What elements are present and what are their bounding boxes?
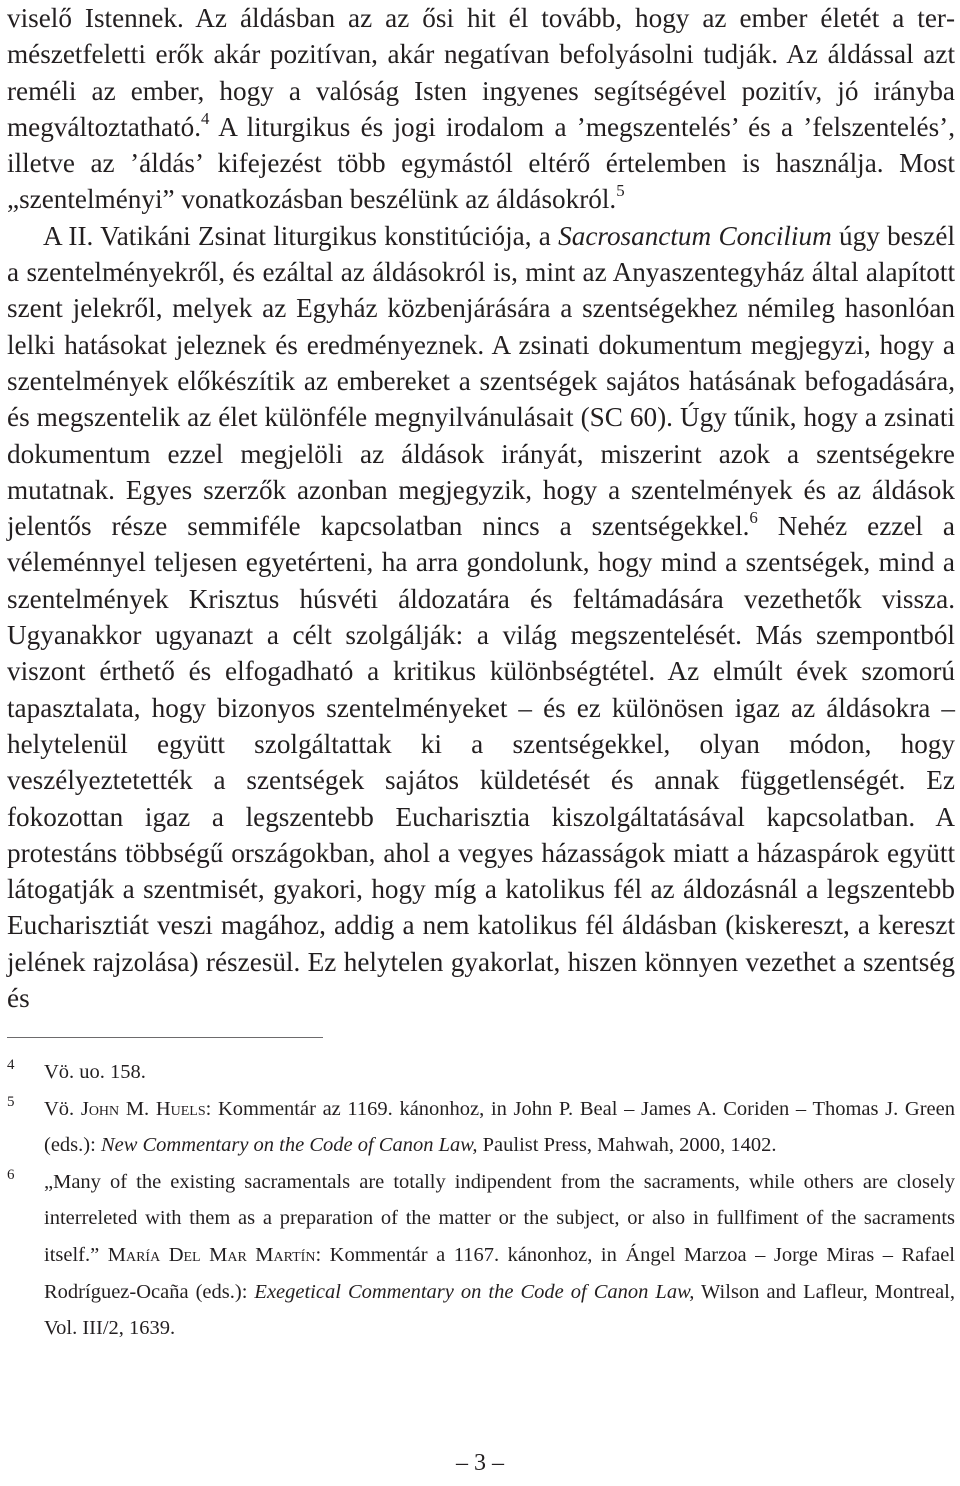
footnote-book-title: Exegetical Commentary on the Code of Canon Law, bbox=[254, 1280, 695, 1303]
paragraph-2-text-b: úgy beszél a szentelményekről, és ezáltal az áldásokról is, mint az Anyaszentegyház által alapított szent jelekről, melyek az Egyház közbenjárására a szentségekhez némileg hasonlóan lelki hatásokat jeleznek és eredményeznek. A zsinati dokumentum megjegyzi, hogy a szentelmények előkészítik az embereket a szentségek sajátos hatásának befogadására, és megszentelik az élet különféle megnyilvánulásait (SC 60). Úgy tűnik, hogy a zsinati dokumentum ezzel megjelöli az áldások irányát, miszerint azok a szentségekre mutatnak. Egyes szerzők azonban megjegyzik, hogy a szentelmények és az áldások jelentős része semmiféle kapcsolatban nincs a szentségekkel. bbox=[7, 220, 955, 542]
footnote-number: 5 bbox=[7, 1093, 15, 1110]
footnote-ref-5[interactable]: 5 bbox=[616, 181, 625, 201]
footnote-book-title: New Commentary on the Code of Canon Law, bbox=[100, 1134, 478, 1157]
body-text bbox=[7, 0, 955, 1016]
footnote-text-pre: Vö. bbox=[44, 1097, 81, 1120]
footnote-text-mid: : Kommentár az 1169. kánonhoz, in John P. Beal – James A. Coriden – Thomas J. Green (eds.): bbox=[44, 1097, 955, 1157]
footnote-5 bbox=[7, 1091, 955, 1164]
paragraph-2-text-a: A II. Vatikáni Zsinat liturgikus konstitúciója, a bbox=[43, 220, 559, 251]
footnote-author: John M. Huels bbox=[80, 1097, 206, 1120]
document-title-italic: Sacrosanctum Concilium bbox=[558, 220, 832, 251]
paragraph-1-text-a: viselő Istennek. Az áldásban az az ősi hit él tovább, hogy az ember életét a természetfeletti erők akár pozitívan, akár negatívan befolyásolni tudják. Az áldással azt reméli az ember, hogy a valóság Isten ingyenes segítségével pozitív, jó irányba megváltoztatható. bbox=[7, 3, 955, 142]
paragraph-2 bbox=[7, 218, 955, 1017]
footnote-author: María Del Mar Martín bbox=[107, 1243, 316, 1266]
footnote-ref-4[interactable]: 4 bbox=[201, 108, 210, 128]
footnote-number: 4 bbox=[7, 1057, 15, 1073]
footnote-text: Vö. uo. 158. bbox=[44, 1061, 146, 1083]
footnote-text-mid: : Kommentár a 1167. kánonhoz, in Ángel Marzoa – Jorge Miras – Rafael Rodríguez-Ocaña (eds.): bbox=[44, 1243, 955, 1303]
paragraph-1 bbox=[7, 0, 955, 218]
footnotes bbox=[7, 1054, 955, 1347]
footnote-text-post: Wilson and Lafleur, Montreal, Vol. III/2, 1639. bbox=[44, 1280, 955, 1340]
footnote-number: 6 bbox=[7, 1166, 15, 1183]
footnote-ref-6[interactable]: 6 bbox=[749, 508, 758, 528]
footnote-separator bbox=[7, 1037, 323, 1038]
footnote-6 bbox=[7, 1164, 955, 1347]
paragraph-1-text-b: A liturgikus és jogi irodalom a ’megszentelés’ és a ’felszentelés’, illetve az ’áldás’ kifejezést több egymástól eltérő értelemben is használja. Most „szentelményi” vonatkozásban beszélünk az áldásokról. bbox=[7, 111, 955, 215]
footnote-4 bbox=[7, 1054, 955, 1091]
footnote-quote: „Many of the existing sacramentals are totally indipendent from the sacraments, while others are closely interreleted with them as a preparation of the matter or the subject, or also in fullfiment of the sacraments itself.” bbox=[44, 1170, 955, 1266]
footnote-text-post: Paulist Press, Mahwah, 2000, 1402. bbox=[477, 1134, 777, 1157]
page-number: – 3 – bbox=[456, 1450, 504, 1476]
paragraph-2-text-c: Nehéz ezzel a véleménnyel teljesen egyetérteni, ha arra gondolunk, hogy mind a szentségek, mind a szentelmények Krisztus húsvéti áldozatára és feltámadására vezethetők vissza. Ugyanakkor ugyanazt a célt szolgálják: a világ megszentelését. Más szempontból viszont érthető és elfogadható a kritikus különbségtétel. Az elmúlt évek szomorú tapasztalata, hogy bizonyos szentelményeket – és ez különösen igaz az áldásokra – helytelenül együtt szolgáltattak ki a szentségekkel, olyan módon, hogy veszélyeztetették a szentségek sajátos küldetését és annak függetlenségét. Ez fokozottan igaz a legszentebb Eucharisztia kiszolgáltatásával kapcsolatban. A protestáns többségű országokban, ahol a vegyes házasságok miatt a házaspárok együtt látogatják a szentmisét, gyakori, hogy míg a katolikus fél az áldozásnál a legszentebb Eucharisztiát veszi magához, addig a nem katolikus fél áldásban (kiskereszt, a kereszt jelének rajzolása) részesül. Ez helytelen gyakorlat, hiszen könnyen vezethet a szentség és bbox=[7, 511, 955, 1014]
